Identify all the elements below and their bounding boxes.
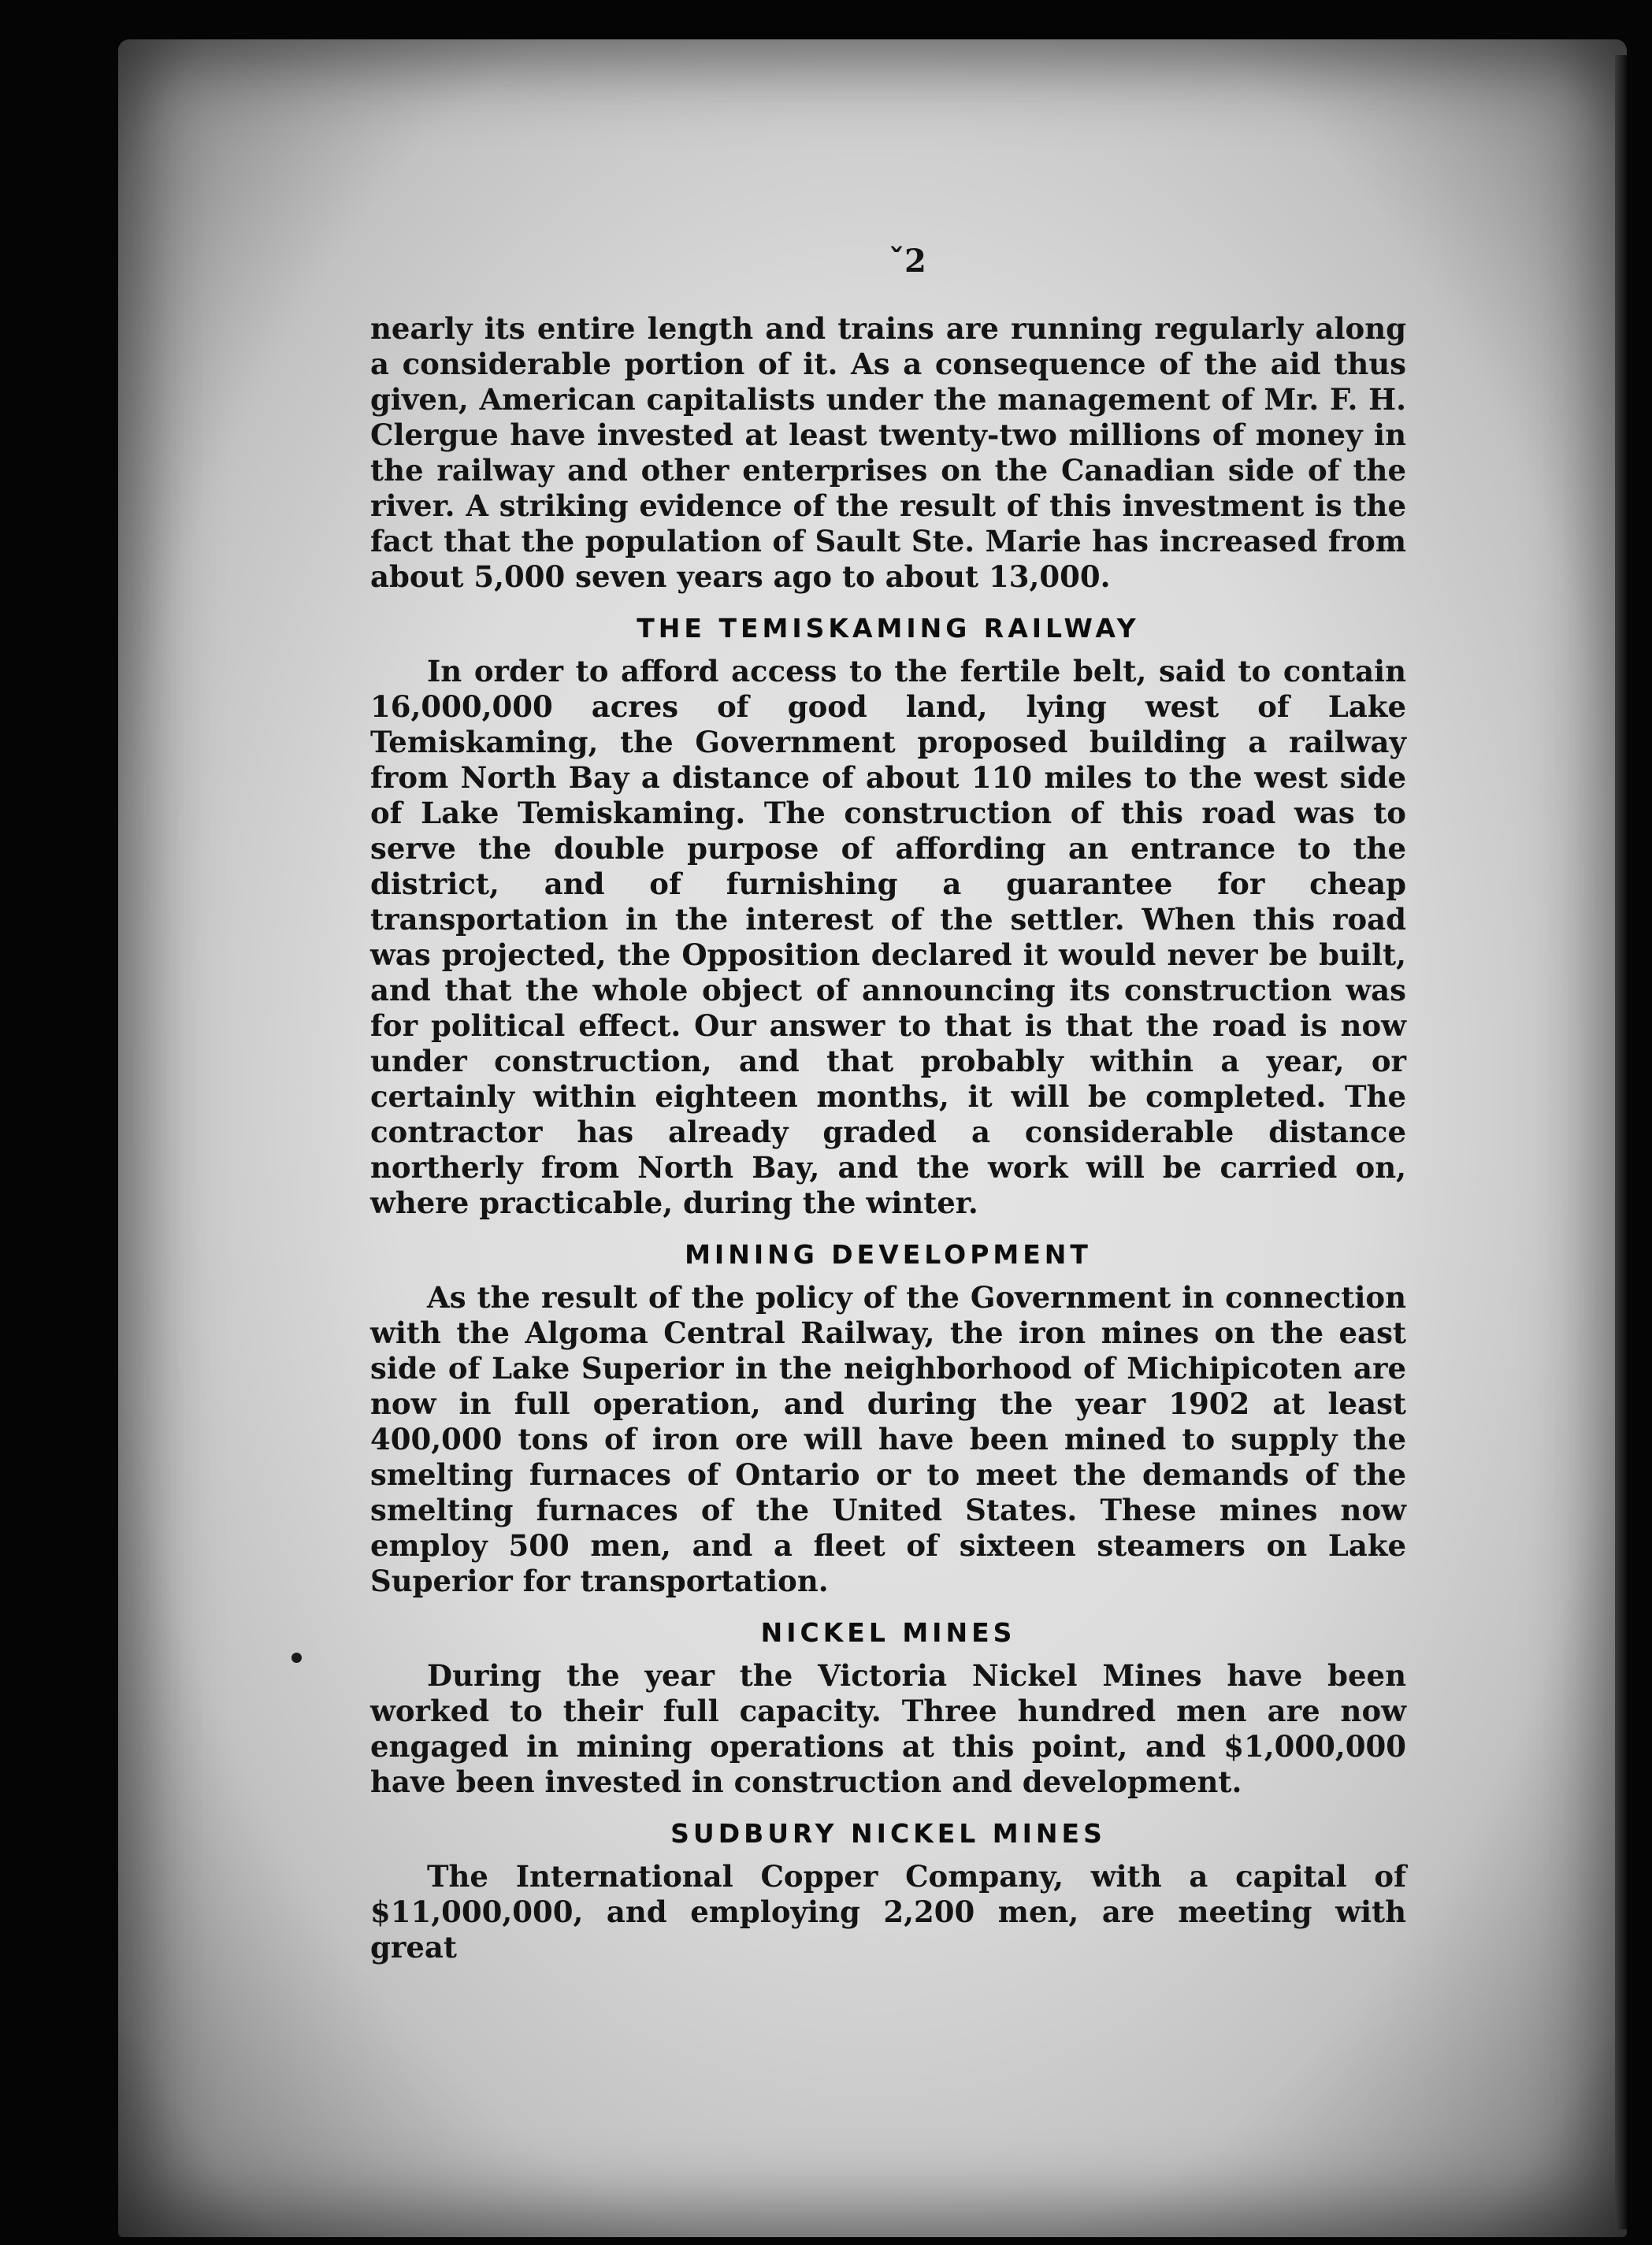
intro-paragraph: nearly its entire length and trains are running regularly along a considerable portion of it. As a consequence of the aid thus given, American capitalists under the management of Mr. F. H. Clergue have invested at least twenty-two millions of money in the railway and other enterprises on the Canadian side of the river. A striking evidence of the result of this investment is the fact that the population of Sault Ste. Marie has increased from about 5,000 seven years ago to about 13,000. <box>370 311 1406 594</box>
heading-mining-development: MINING DEVELOPMENT <box>685 1239 1092 1270</box>
mining-paragraph: As the result of the policy of the Government in connection with the Algoma Central Railway, the iron mines on the east side of Lake Superior in the neighborhood of Michipicoten are now in full operation, and during the year 1902 at least 400,000 tons of iron ore will have been mined to supply the smelting furnaces of Ontario or to meet the demands of the smelting furnaces of the United States. These mines now employ 500 men, and a fleet of sixteen steamers on Lake Superior for transportation. <box>370 1280 1406 1598</box>
temiskaming-paragraph: In order to afford access to the fertile belt, said to contain 16,000,000 acres of good land, lying west of Lake Temiskaming, the Government proposed building a railway from North Bay a distance of about 110 miles to the west side of Lake Temiskaming. The construction of this road was to serve the double purpose of affording an entrance to the district, and of furnishing a guarantee for cheap transportation in the interest of the settler. When this road was projected, the Opposition declared it would never be built, and that the whole object of announcing its construction was for political effect. Our answer to that is that the road is now under construction, and that probably within a year, or certainly within eighteen months, it will be completed. The contractor has already graded a considerable distance northerly from North Bay, and the work will be carried on, where practicable, during the winter. <box>370 654 1406 1220</box>
sudbury-paragraph: The International Copper Company, with a capital of $11,000,000, and employing 2,200 men, are meeting with great <box>370 1859 1406 1965</box>
heading-nickel-mines: NICKEL MINES <box>760 1617 1016 1648</box>
page-number: ˇ2 <box>889 243 926 280</box>
heading-sudbury-nickel-mines: SUDBURY NICKEL MINES <box>670 1818 1106 1849</box>
page-edge <box>1615 55 1629 2229</box>
nickel-paragraph: During the year the Victoria Nickel Mines have been worked to their full capacity. Three hundred men are now engaged in mining operations at this point, and $1,000,000 have been invested in construction and development. <box>370 1658 1406 1799</box>
heading-temiskaming-railway: THE TEMISKAMING RAILWAY <box>637 613 1140 644</box>
text-column <box>370 236 1406 1965</box>
ink-dot <box>291 1653 302 1663</box>
